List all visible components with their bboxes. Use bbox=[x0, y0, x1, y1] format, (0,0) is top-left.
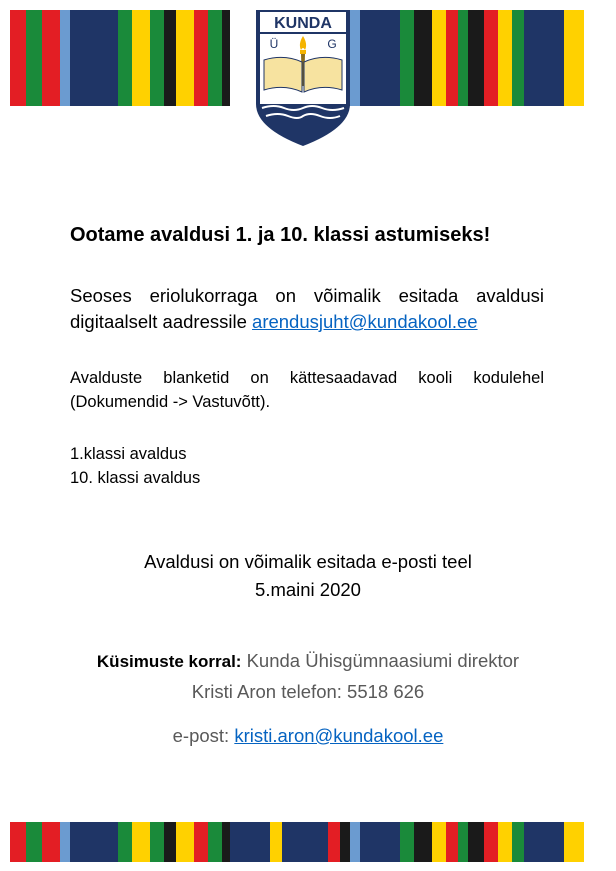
contact-label: Küsimuste korral: bbox=[96, 652, 242, 671]
paragraph2-line1: Avalduste blanketid on kättesaadavad kooli kodulehel bbox=[70, 369, 544, 387]
contact-block bbox=[0, 646, 616, 751]
headline: Ootame avaldusi 1. ja 10. klassi astumiseks! bbox=[70, 224, 491, 246]
paragraph1-line2-prefix: digitaalselt aadressile bbox=[70, 311, 253, 332]
development-email-link[interactable]: arendusjuht@kundakool.ee bbox=[252, 311, 478, 332]
paragraph-digital-submission bbox=[70, 283, 544, 335]
paragraph1-line1: Seoses eriolukorraga on võimalik esitada avaldusi bbox=[70, 285, 544, 306]
paragraph2-line2: (Dokumendid -> Vastuvõtt). bbox=[70, 393, 271, 411]
school-crest-icon bbox=[254, 8, 352, 148]
list-item: 10. klassi avaldus bbox=[70, 469, 201, 487]
director-email-link[interactable]: kristi.aron@kundakool.ee bbox=[234, 725, 444, 746]
bottom-stripe-band bbox=[10, 822, 606, 862]
paragraph-forms-location bbox=[70, 366, 544, 414]
list-item: 1.klassi avaldus bbox=[70, 445, 187, 463]
deadline-line1: Avaldusi on võimalik esitada e-posti teel bbox=[144, 551, 472, 572]
deadline-block bbox=[0, 548, 616, 604]
contact-email-label: e-post: bbox=[172, 725, 235, 746]
contact-name-phone: Kristi Aron telefon: 5518 626 bbox=[191, 681, 425, 702]
contact-role: Kunda Ühisgümnaasiumi direktor bbox=[241, 650, 520, 671]
crest-title: KUNDA bbox=[274, 15, 332, 32]
crest-letter-left: Ü bbox=[269, 37, 279, 51]
forms-list bbox=[70, 442, 544, 490]
deadline-date: 5.maini 2020 bbox=[255, 579, 361, 600]
crest-letter-right: G bbox=[327, 37, 337, 51]
